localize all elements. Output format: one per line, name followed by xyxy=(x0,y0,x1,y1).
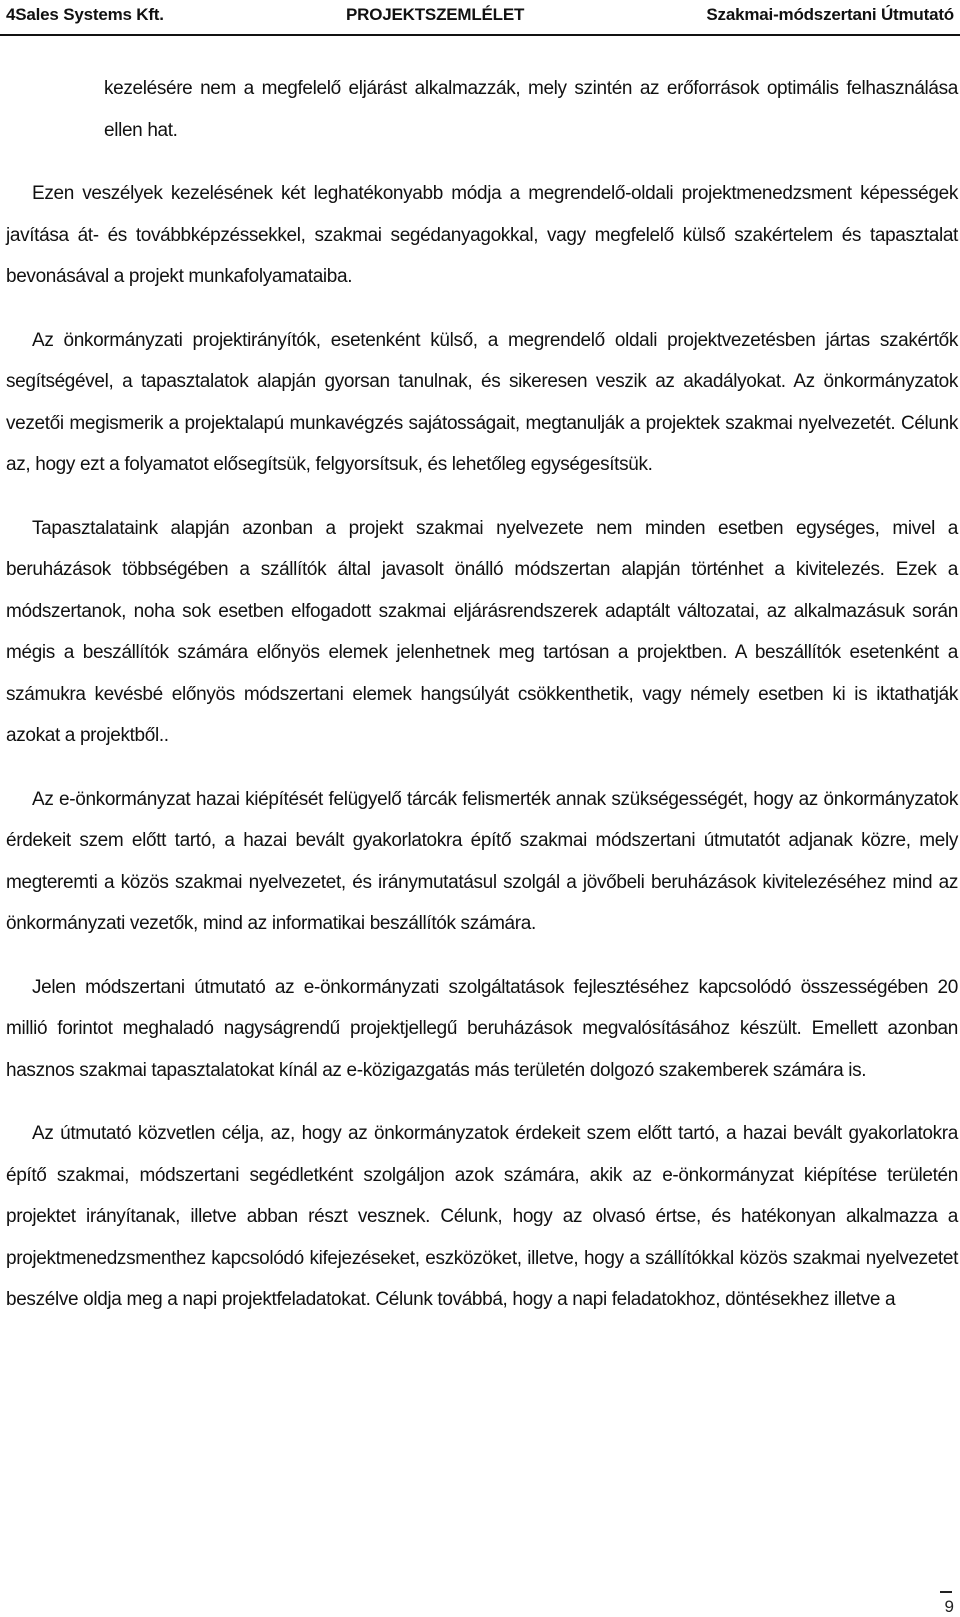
paragraph: Jelen módszertani útmutató az e-önkormányzati szolgáltatások fejlesztéséhez kapcsolódó összességében 20 millió forintot meghaladó nagyságrendű projektjellegű beruházások megvalósításához készült. Emellett azonban hasznos szakmai tapasztalatokat kínál az e-közigazgatás más területén dolgozó szakemberek számára is. xyxy=(6,976,958,1081)
header-document-title: Szakmai-módszertani Útmutató xyxy=(706,5,954,24)
page-header xyxy=(0,0,960,38)
header-divider xyxy=(0,34,960,36)
header-section: PROJEKTSZEMLÉLET xyxy=(346,5,525,24)
paragraph: Ezen veszélyek kezelésének két leghatékonyabb módja a megrendelő-oldali projektmenedzsment képességek javítása át- és továbbképzéssekkel, szakmai segédanyagokkal, vagy megfelelő külső szakértelem és tapasztalat bevonásával a projekt munkafolyamataiba. xyxy=(6,183,958,287)
page-number-mark xyxy=(940,1591,952,1593)
paragraph: Az útmutató közvetlen célja, az, hogy az önkormányzatok érdekeit szem előtt tartó, a hazai bevált gyakorlatokra építő szakmai, módszertani segédletként szolgáljon azok számára, akik az e-önkormányzat kiépítése területén projektet irányítanak, illetve abban részt vesznek. Célunk, hogy az olvasó értse, és hatékonyan alkalmazza a projektmenedzsmenthez kapcsolódó kifejezéseket, eszközöket, illetve, hogy a szállítókkal közös szakmai nyelvezetet beszélve oldja meg a napi projektfeladatokat. Célunk továbbá, hogy a napi feladatokhoz, döntésekhez illetve a xyxy=(6,1123,958,1310)
paragraph: Az e-önkormányzat hazai kiépítését felügyelő tárcák felismerték annak szükségességét, hogy az önkormányzatok érdekeit szem előtt tartó, a hazai bevált gyakorlatokra építő szakmai módszertani útmutatót adjanak közre, mely megteremti a közös szakmai nyelvezetet, és iránymutatásul szolgál a jövőbeli beruházások kivitelezéséhez mind az önkormányzati vezetők, mind az informatikai beszállítók számára. xyxy=(6,788,958,934)
document-body xyxy=(6,68,958,1343)
paragraph-continuation: kezelésére nem a megfelelő eljárást alkalmazzák, mely szintén az erőforrások optimális felhasználása ellen hat. xyxy=(104,78,958,141)
header-company: 4Sales Systems Kft. xyxy=(6,5,164,24)
paragraph: Az önkormányzati projektirányítók, esetenként külső, a megrendelő oldali projektvezetésben jártas szakértők segítségével, a tapasztalatok alapján gyorsan tanulnak, és sikeresen veszik az akadályokat. Az önkormányzatok vezetői megismerik a projektalapú munkavégzés sajátosságait, megtanulják a projektek szakmai nyelvezetét. Célunk az, hogy ezt a folyamatot elősegítsük, felgyorsítsuk, és lehetőleg egységesítsük. xyxy=(6,329,958,475)
page-number: 9 xyxy=(944,1597,954,1616)
paragraph: Tapasztalataink alapján azonban a projekt szakmai nyelvezete nem minden esetben egységes, mivel a beruházások többségében a szállítók által javasolt önálló módszertan alapján történhet a kivitelezés. Ezek a módszertanok, noha sok esetben elfogadott szakmai eljárásrendszerek adaptált változatai, az alkalmazásuk során mégis a beszállítók számára előnyös elemek jelenhetnek meg tartósan a projektben. A beszállítók esetenként a számukra kevésbé előnyös módszertani elemek hangsúlyát csökkenthetik, vagy némely esetben ki is iktathatják azokat a projektből.. xyxy=(6,517,958,746)
